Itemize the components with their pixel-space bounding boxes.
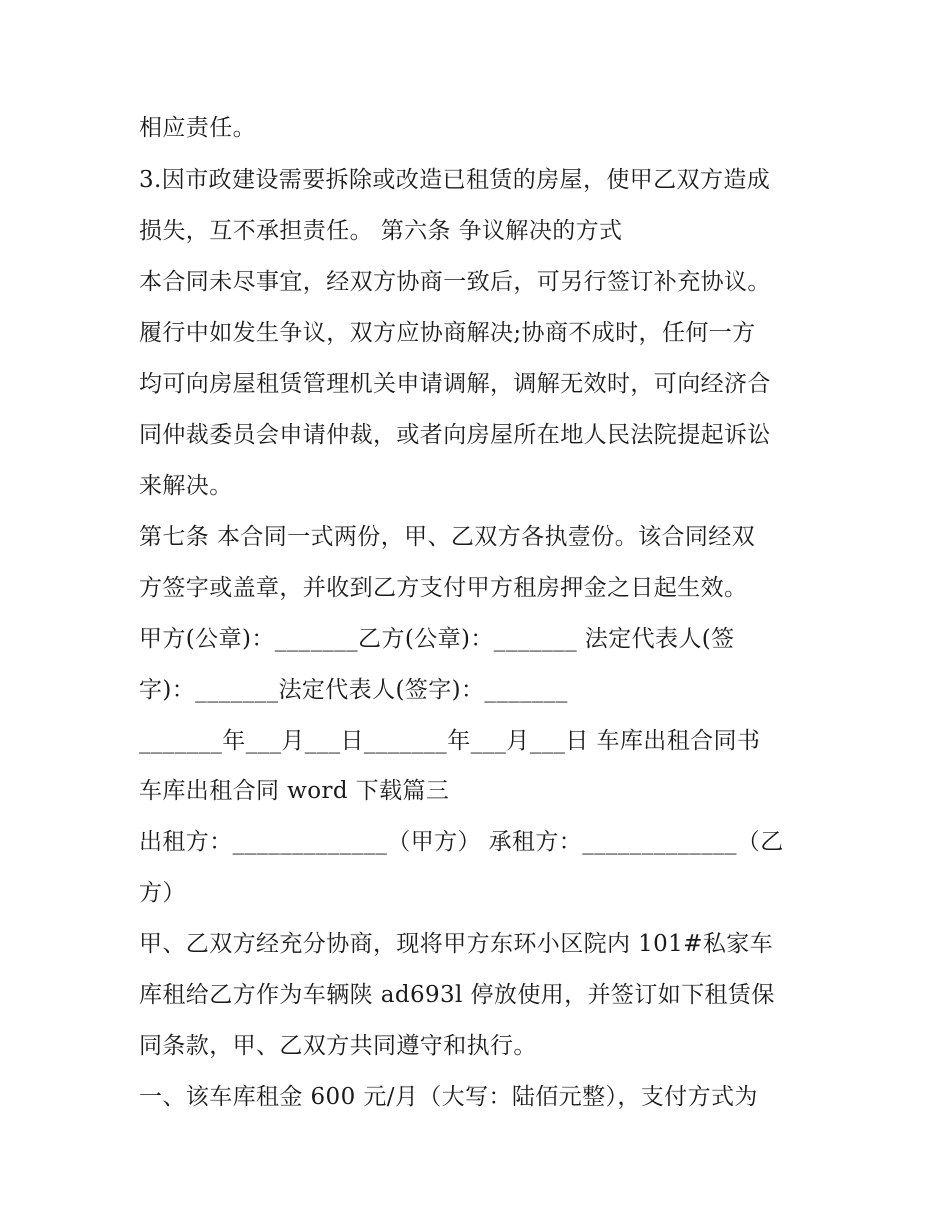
- text-line: 履行中如发生争议，双方应协商解决;协商不成时，任何一方: [139, 320, 756, 346]
- text-line: 第七条 本合同一式两份，甲、乙双方各执壹份。该合同经双: [139, 524, 756, 550]
- text-line: 甲方(公章)：_______乙方(公章)：_______ 法定代表人(签: [139, 626, 735, 652]
- text-line: 库租给乙方作为车辆陕 ad693l 停放使用，并签订如下租赁保: [139, 982, 775, 1008]
- section-heading: 车库出租合同 word 下载篇三: [139, 778, 450, 804]
- text-line: 字)：_______法定代表人(签字)：_______: [139, 677, 568, 703]
- text-line: 一、该车库租金 600 元/月（大写：陆佰元整），支付方式为: [139, 1084, 758, 1110]
- text-line: 方签字或盖章，并收到乙方支付甲方租房押金之日起生效。: [139, 575, 748, 601]
- text-line: 来解决。: [139, 473, 233, 499]
- text-line: 同仲裁委员会申请仲裁，或者向房屋所在地人民法院提起诉讼: [139, 422, 771, 448]
- text-line: 方）: [139, 880, 186, 906]
- text-line: 出租方：_____________（甲方） 承租方：_____________（乙: [139, 829, 784, 855]
- text-line: 同条款，甲、乙双方共同遵守和执行。: [139, 1033, 537, 1059]
- text-line: 甲、乙双方经充分协商，现将甲方东环小区院内 101#私家车: [139, 931, 774, 957]
- text-line: _______年___月___日_______年___月___日 车库出租合同书: [139, 728, 761, 754]
- text-line: 损失，互不承担责任。 第六条 争议解决的方式: [139, 218, 623, 244]
- text-line: 本合同未尽事宜，经双方协商一致后，可另行签订补充协议。: [139, 269, 771, 295]
- text-line: 相应责任。: [139, 115, 256, 141]
- text-line: 3.因市政建设需要拆除或改造已租赁的房屋，使甲乙双方造成: [139, 167, 771, 193]
- text-line: 均可向房屋租赁管理机关申请调解，调解无效时，可向经济合: [139, 371, 771, 397]
